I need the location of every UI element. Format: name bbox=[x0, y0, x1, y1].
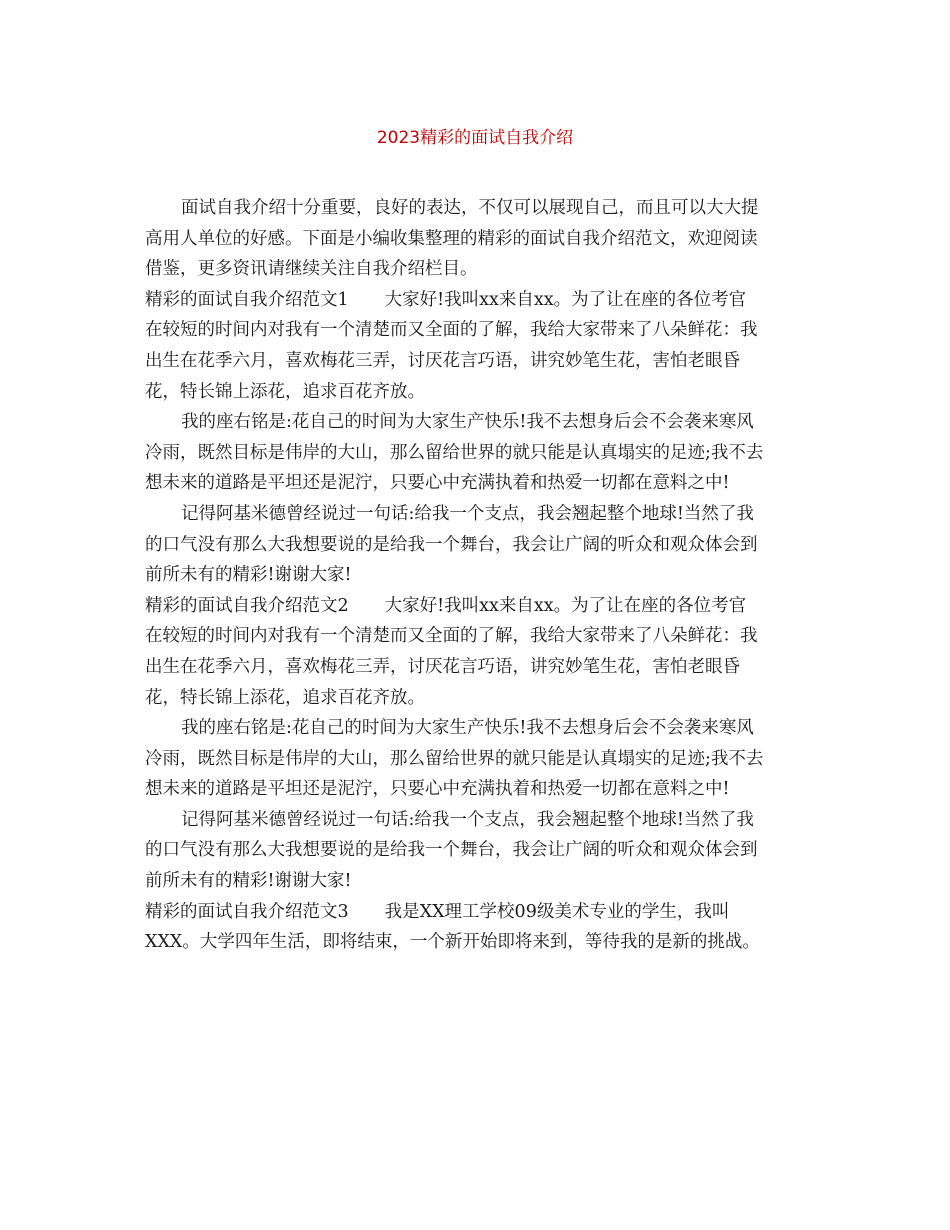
section-first-line bbox=[145, 897, 807, 928]
section-heading: 精彩的面试自我介绍范文3 bbox=[145, 901, 349, 922]
quote-line: 的口气没有那么大我想要说的是给我一个舞台，我会让广阔的听众和观众体会到 bbox=[145, 840, 758, 861]
section-line: 出生在花季六月，喜欢梅花三弄，讨厌花言巧语，讲究妙笔生花，害怕老眼昏 bbox=[145, 656, 740, 677]
quote-line: 前所未有的精彩!谢谢大家! bbox=[145, 871, 352, 892]
intro-line: 借鉴，更多资讯请继续关注自我介绍栏目。 bbox=[145, 259, 478, 280]
section-2 bbox=[145, 591, 807, 897]
quote-line: 前所未有的精彩!谢谢大家! bbox=[145, 565, 352, 586]
intro-line: 高用人单位的好感。下面是小编收集整理的精彩的面试自我介绍范文，欢迎阅读 bbox=[145, 228, 758, 249]
intro-paragraph bbox=[145, 193, 807, 285]
document-body bbox=[145, 193, 807, 958]
motto-line: 冷雨，既然目标是伟岸的大山，那么留给世界的就只能是认真塌实的足迹;我不去 bbox=[145, 442, 764, 463]
motto-line: 想未来的道路是平坦还是泥泞，只要心中充满执着和热爱一切都在意料之中! bbox=[145, 473, 730, 494]
section-first-line bbox=[145, 285, 807, 316]
section-first-line bbox=[145, 591, 807, 622]
motto-line: 我的座右铭是:花自己的时间为大家生产快乐!我不去想身后会不会袭来寒风 bbox=[181, 718, 754, 739]
section-line: 花，特长锦上添花，追求百花齐放。 bbox=[145, 381, 425, 402]
intro-line: 面试自我介绍十分重要，良好的表达，不仅可以展现自己，而且可以大大提 bbox=[181, 198, 759, 218]
section-line: 大家好!我叫xx来自xx。为了让在座的各位考官 bbox=[384, 289, 747, 310]
section-heading: 精彩的面试自我介绍范文1 bbox=[145, 289, 349, 310]
motto-line: 冷雨，既然目标是伟岸的大山，那么留给世界的就只能是认真塌实的足迹;我不去 bbox=[145, 748, 764, 769]
section-1 bbox=[145, 285, 807, 591]
quote-line: 记得阿基米德曾经说过一句话:给我一个支点，我会翘起整个地球!当然了我 bbox=[181, 809, 754, 830]
section-line: 出生在花季六月，喜欢梅花三弄，讨厌花言巧语，讲究妙笔生花，害怕老眼昏 bbox=[145, 350, 740, 371]
quote-line: 记得阿基米德曾经说过一句话:给我一个支点，我会翘起整个地球!当然了我 bbox=[181, 503, 754, 524]
document-title: 2023精彩的面试自我介绍 bbox=[376, 128, 574, 148]
section-line: 我是XX理工学校09级美术专业的学生，我叫 bbox=[384, 901, 730, 922]
motto-line: 我的座右铭是:花自己的时间为大家生产快乐!我不去想身后会不会袭来寒风 bbox=[181, 412, 754, 433]
motto-line: 想未来的道路是平坦还是泥泞，只要心中充满执着和热爱一切都在意料之中! bbox=[145, 779, 730, 800]
section-line: 大家好!我叫xx来自xx。为了让在座的各位考官 bbox=[384, 595, 747, 616]
section-heading: 精彩的面试自我介绍范文2 bbox=[145, 595, 349, 616]
section-line: 花，特长锦上添花，追求百花齐放。 bbox=[145, 687, 425, 708]
quote-line: 的口气没有那么大我想要说的是给我一个舞台，我会让广阔的听众和观众体会到 bbox=[145, 534, 758, 555]
section-line: XXX。大学四年生活，即将结束，一个新开始即将来到，等待我的是新的挑战。 bbox=[145, 932, 760, 953]
section-line: 在较短的时间内对我有一个清楚而又全面的了解，我给大家带来了八朵鲜花：我 bbox=[145, 320, 758, 341]
section-line: 在较短的时间内对我有一个清楚而又全面的了解，我给大家带来了八朵鲜花：我 bbox=[145, 626, 758, 647]
section-3 bbox=[145, 897, 807, 958]
